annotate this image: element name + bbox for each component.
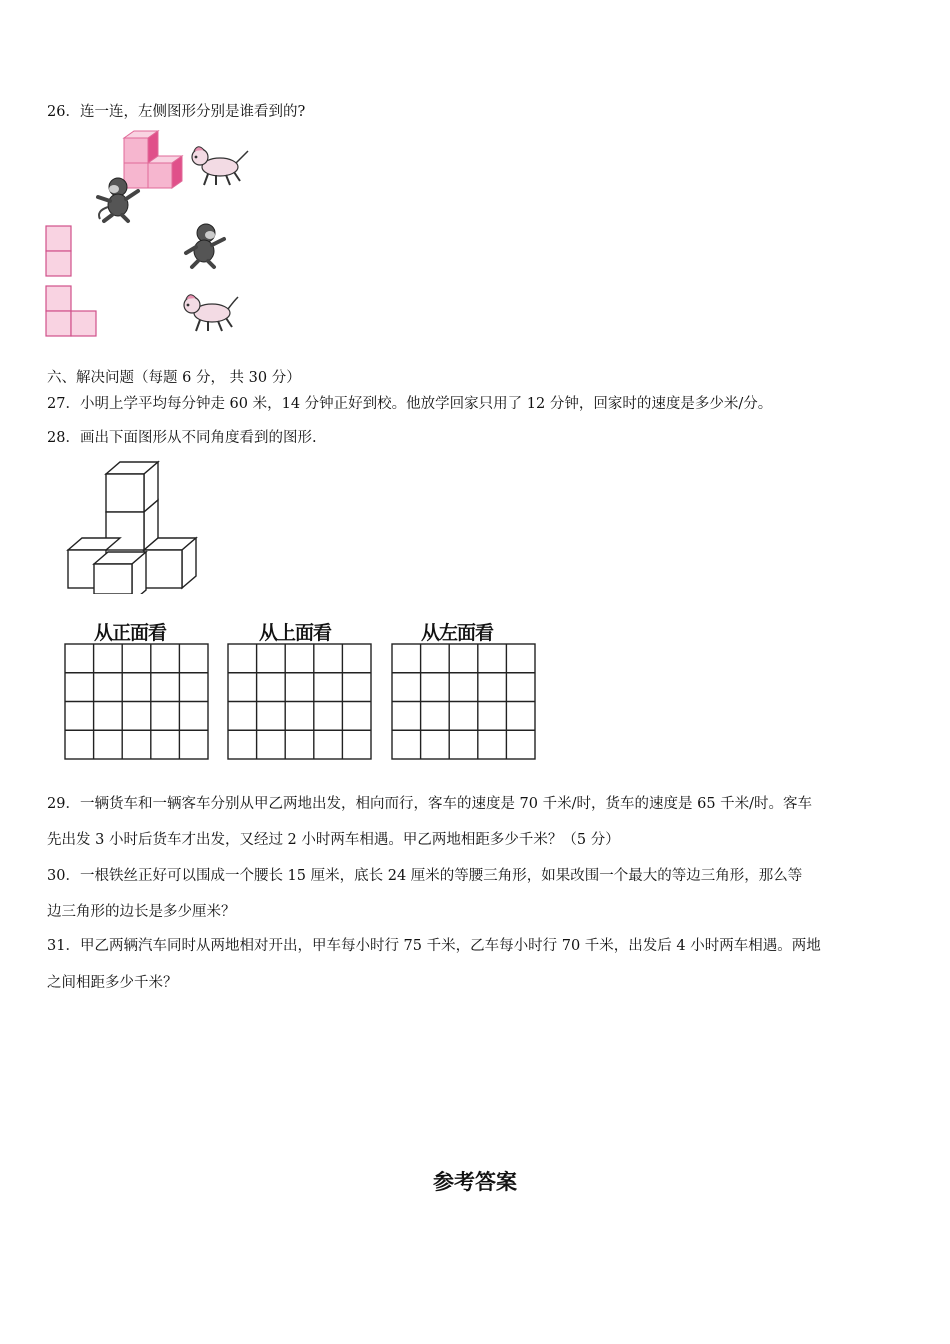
q26-text: 26．连一连，左侧图形分别是谁看到的? [47,104,306,120]
q30-line2: 边三角形的边长是多少厘米？ [47,904,236,920]
monkey-icon [186,224,224,267]
pink-cube-shape [124,131,182,188]
grid-front[interactable] [64,643,210,761]
q29-line2: 先出发 3 小时后货车才出发，又经过 2 小时两车相遇。甲乙两地相距多少千米？（5 分） [47,832,620,848]
q26-figure [40,125,270,345]
view-label-top: 从上面看 [259,622,332,644]
grid-left[interactable] [391,643,537,761]
section-title: 六、解决问题（每题 6 分， 共 30 分） [47,370,301,386]
cube-stack-figure [62,458,202,594]
view-shape-l [46,286,96,336]
q27-text: 27．小明上学平均每分钟走 60 米，14 分钟正好到校。他放学回家只用了 12 分钟，回家时的速度是多少米/分。 [47,396,773,412]
dog-icon [192,147,248,185]
q29-line1: 29．一辆货车和一辆客车分别从甲乙两地出发，相向而行，客车的速度是 70 千米/时，货车的速度是 65 千米/时。客车 [47,796,813,812]
view-shape-two-stacked [46,226,71,276]
q28-text: 28．画出下面图形从不同角度看到的图形. [47,430,317,446]
q30-line1: 30．一根铁丝正好可以围成一个腰长 15 厘米，底长 24 厘米的等腰三角形，如果改围一个最大的等边三角形，那么等 [47,868,803,884]
view-label-left: 从左面看 [421,622,494,644]
view-label-front: 从正面看 [94,622,167,644]
dog-icon [184,295,238,331]
grid-top[interactable] [227,643,373,761]
q31-line1: 31．甲乙两辆汽车同时从两地相对开出，甲车每小时行 75 千米，乙车每小时行 70 千米，出发后 4 小时两车相遇。两地 [47,938,821,954]
answers-title: 参考答案 [433,1170,517,1194]
q31-line2: 之间相距多少千米？ [47,975,178,991]
